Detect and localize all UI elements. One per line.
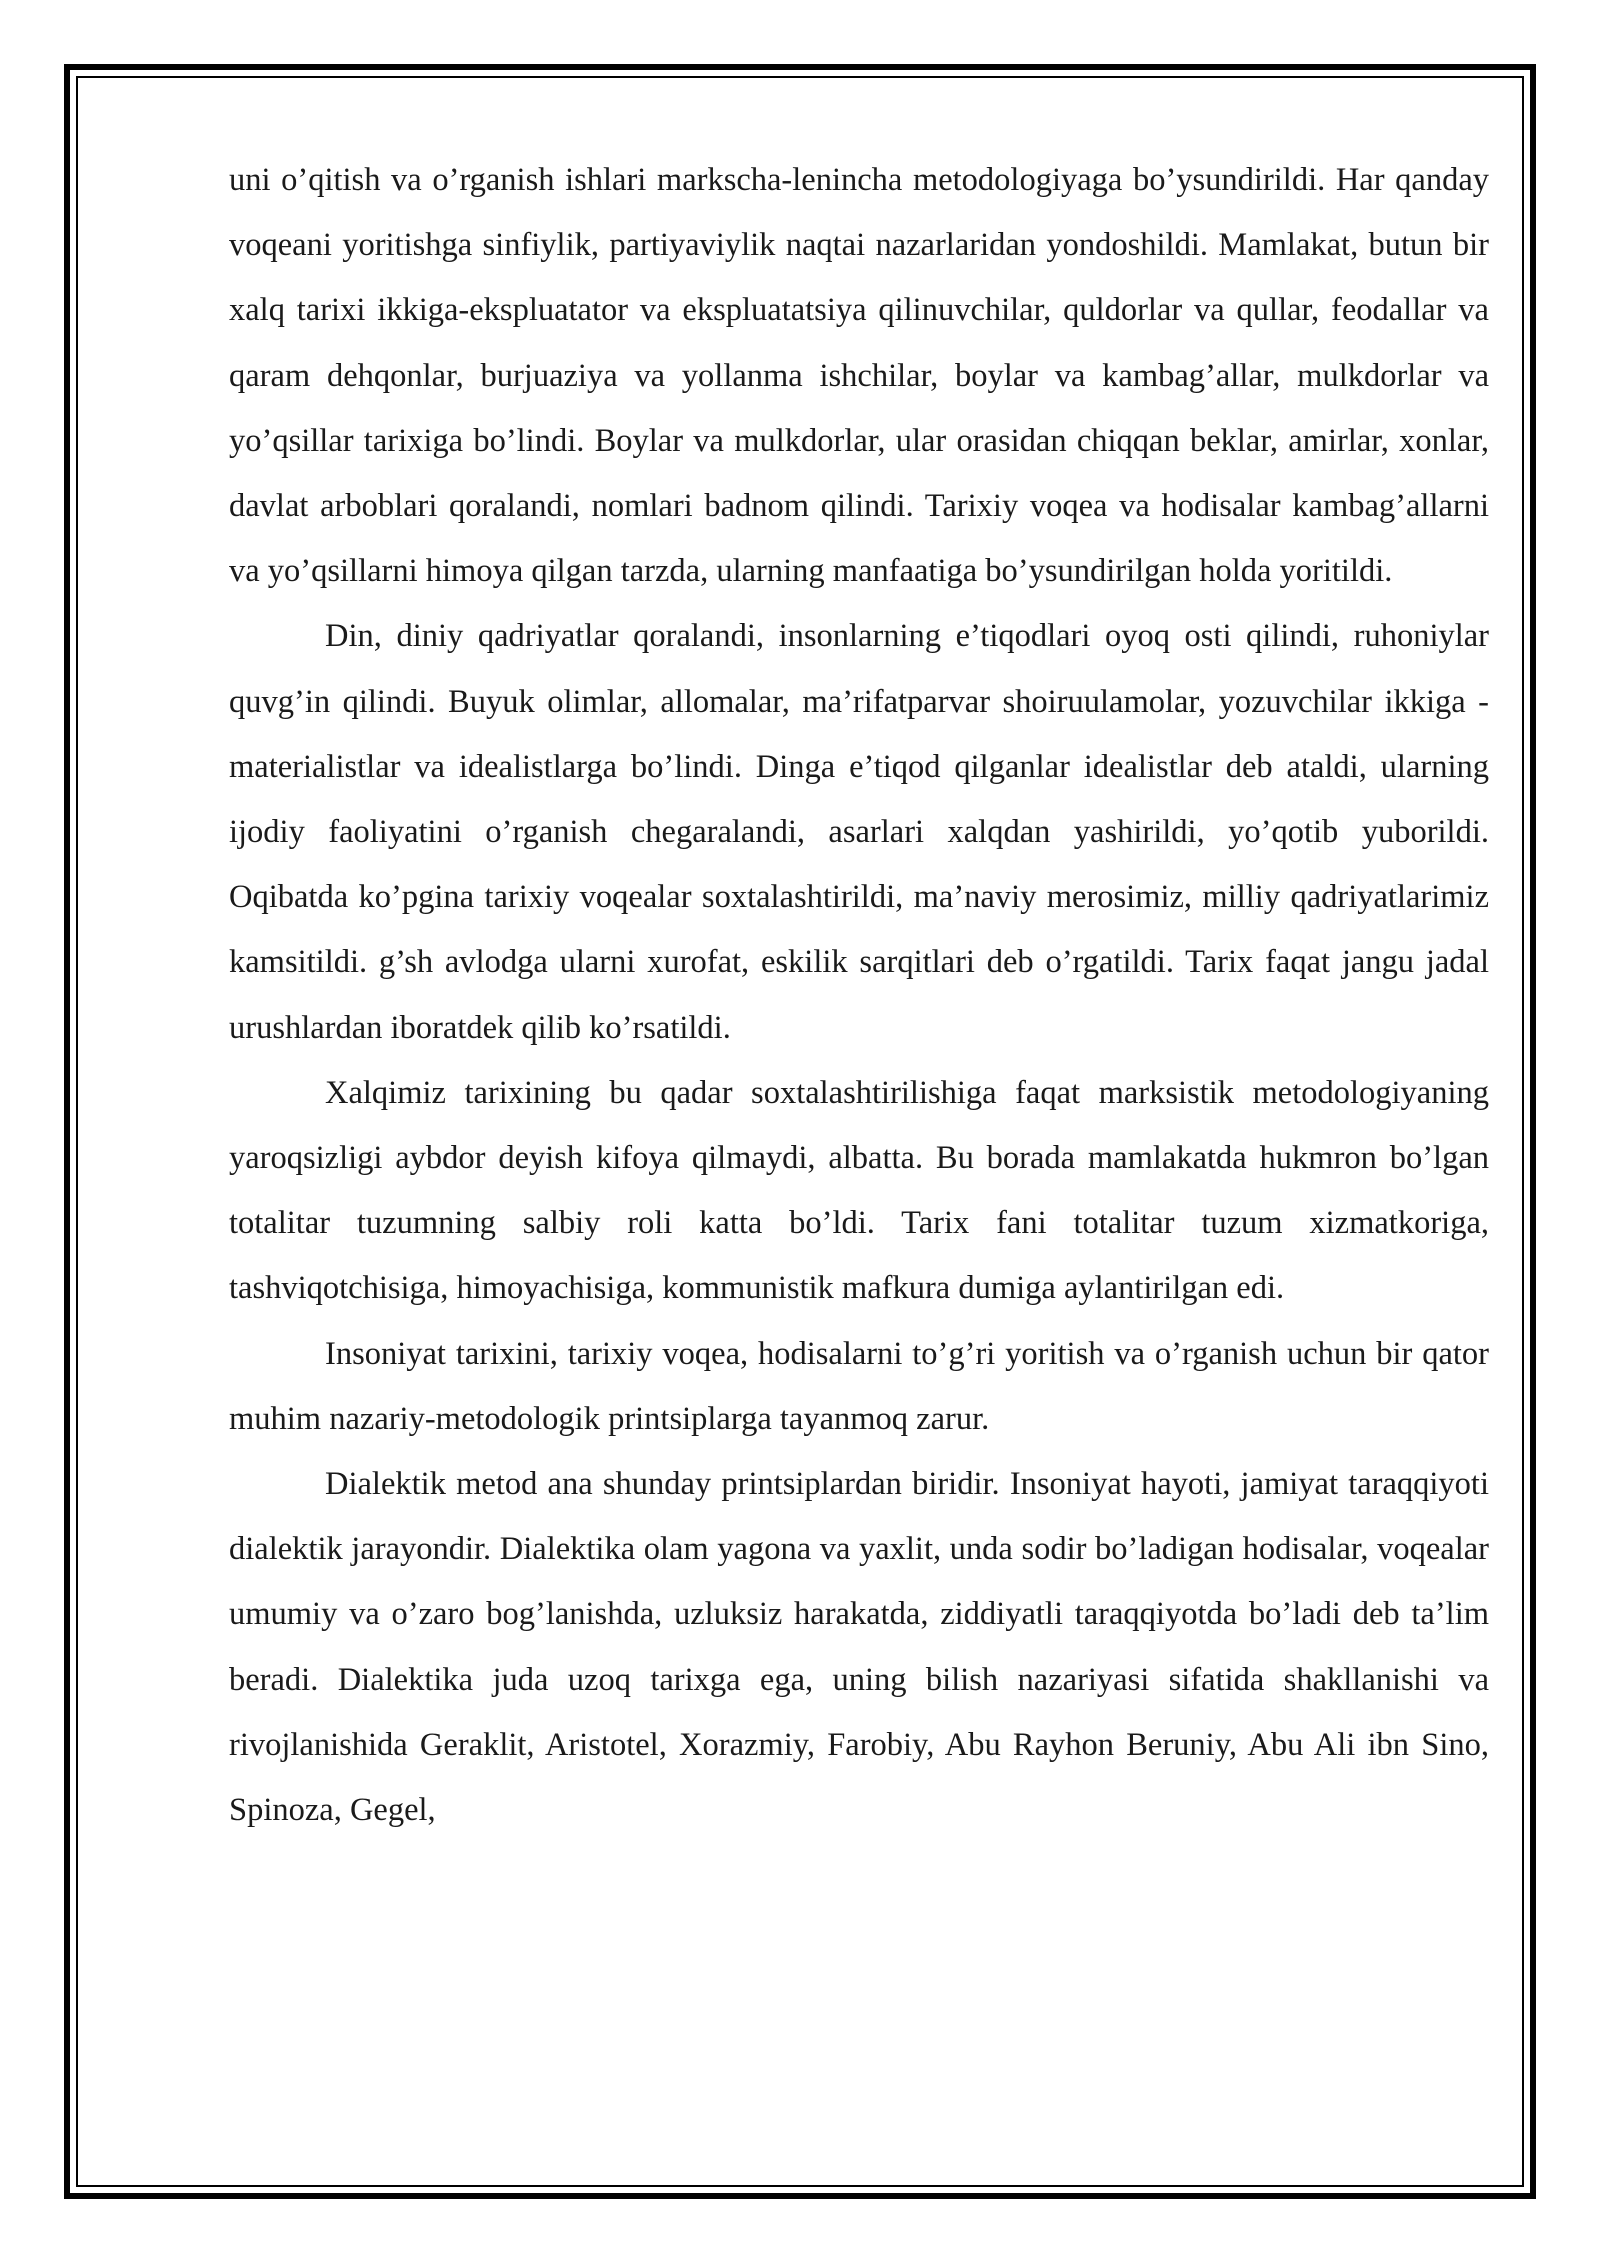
document-body <box>229 148 1489 1843</box>
paragraph-4: Insoniyat tarixini, tarixiy voqea, hodisalarni to’g’ri yoritish va o’rganish uchun bir qator muhim nazariy-metodologik printsiplarga tayanmoq zarur. <box>229 1335 1489 1437</box>
paragraph-5: Dialektik metod ana shunday printsiplardan biridir. Insoniyat hayoti, jamiyat taraqqiyoti dialektik jarayondir. Dialektika olam yagona va yaxlit, unda sodir bo’ladigan hodisalar, voqealar umumiy va o’zaro bog’lanishda, uzluksiz harakatda, ziddiyatli taraqqiyotda bo’ladi deb ta’lim beradi. Dialektika juda uzoq tarixga ega, uning bilish nazariyasi sifatida shakllanishi va rivojlanishida Geraklit, Aristotel, Xorazmiy, Farobiy, Abu Rayhon Beruniy, Abu Ali ibn Sino, Spinoza, Gegel, <box>229 1466 1489 1829</box>
paragraph-1: uni o’qitish va o’rganish ishlari markscha-lenincha metodologiyaga bo’ysundirildi. Har qanday voqeani yoritishga sinfiylik, partiyaviylik naqtai nazarlaridan yondoshildi. Mamlakat, butun bir xalq tarixi ikkiga-ekspluatator va ekspluatatsiya qilinuvchilar, quldorlar va qullar, feodallar va qaram dehqonlar, burjuaziya va yollanma ishchilar, boylar va kambag’allar, mulkdorlar va yo’qsillar tarixiga bo’lindi. Boylar va mulkdorlar, ular orasidan chiqqan beklar, amirlar, xonlar, davlat arboblari qoralandi, nomlari badnom qilindi. Tarixiy voqea va hodisalar kambag’allarni va yo’qsillarni himoya qilgan tarzda, ularning manfaatiga bo’ysundirilgan holda yoritildi. <box>229 162 1489 590</box>
paragraph-2: Din, diniy qadriyatlar qoralandi, insonlarning e’tiqodlari oyoq osti qilindi, ruhoniylar quvg’in qilindi. Buyuk olimlar, allomalar, ma’rifatparvar shoiruulamolar, yozuvchilar ikkiga - materialistlar va idealistlarga bo’lindi. Dinga e’tiqod qilganlar idealistlar deb ataldi, ularning ijodiy faoliyatini o’rganish chegaralandi, asarlari xalqdan yashirildi, yo’qotib yuborildi. Oqibatda ko’pgina tarixiy voqealar soxtalashtirildi, ma’naviy merosimiz, milliy qadriyatlarimiz kamsitildi. g’sh avlodga ularni xurofat, eskilik sarqitlari deb o’rgatildi. Tarix faqat jangu jadal urushlardan iboratdek qilib ko’rsatildi. <box>229 618 1489 1046</box>
paragraph-3: Xalqimiz tarixining bu qadar soxtalashtirilishiga faqat marksistik metodologiyaning yaroqsizligi aybdor deyish kifoya qilmaydi, albatta. Bu borada mamlakatda hukmron bo’lgan totalitar tuzumning salbiy roli katta bo’ldi. Tarix fani totalitar tuzum xizmatkoriga, tashviqotchisiga, himoyachisiga, kommunistik mafkura dumiga aylantirilgan edi. <box>229 1074 1489 1307</box>
